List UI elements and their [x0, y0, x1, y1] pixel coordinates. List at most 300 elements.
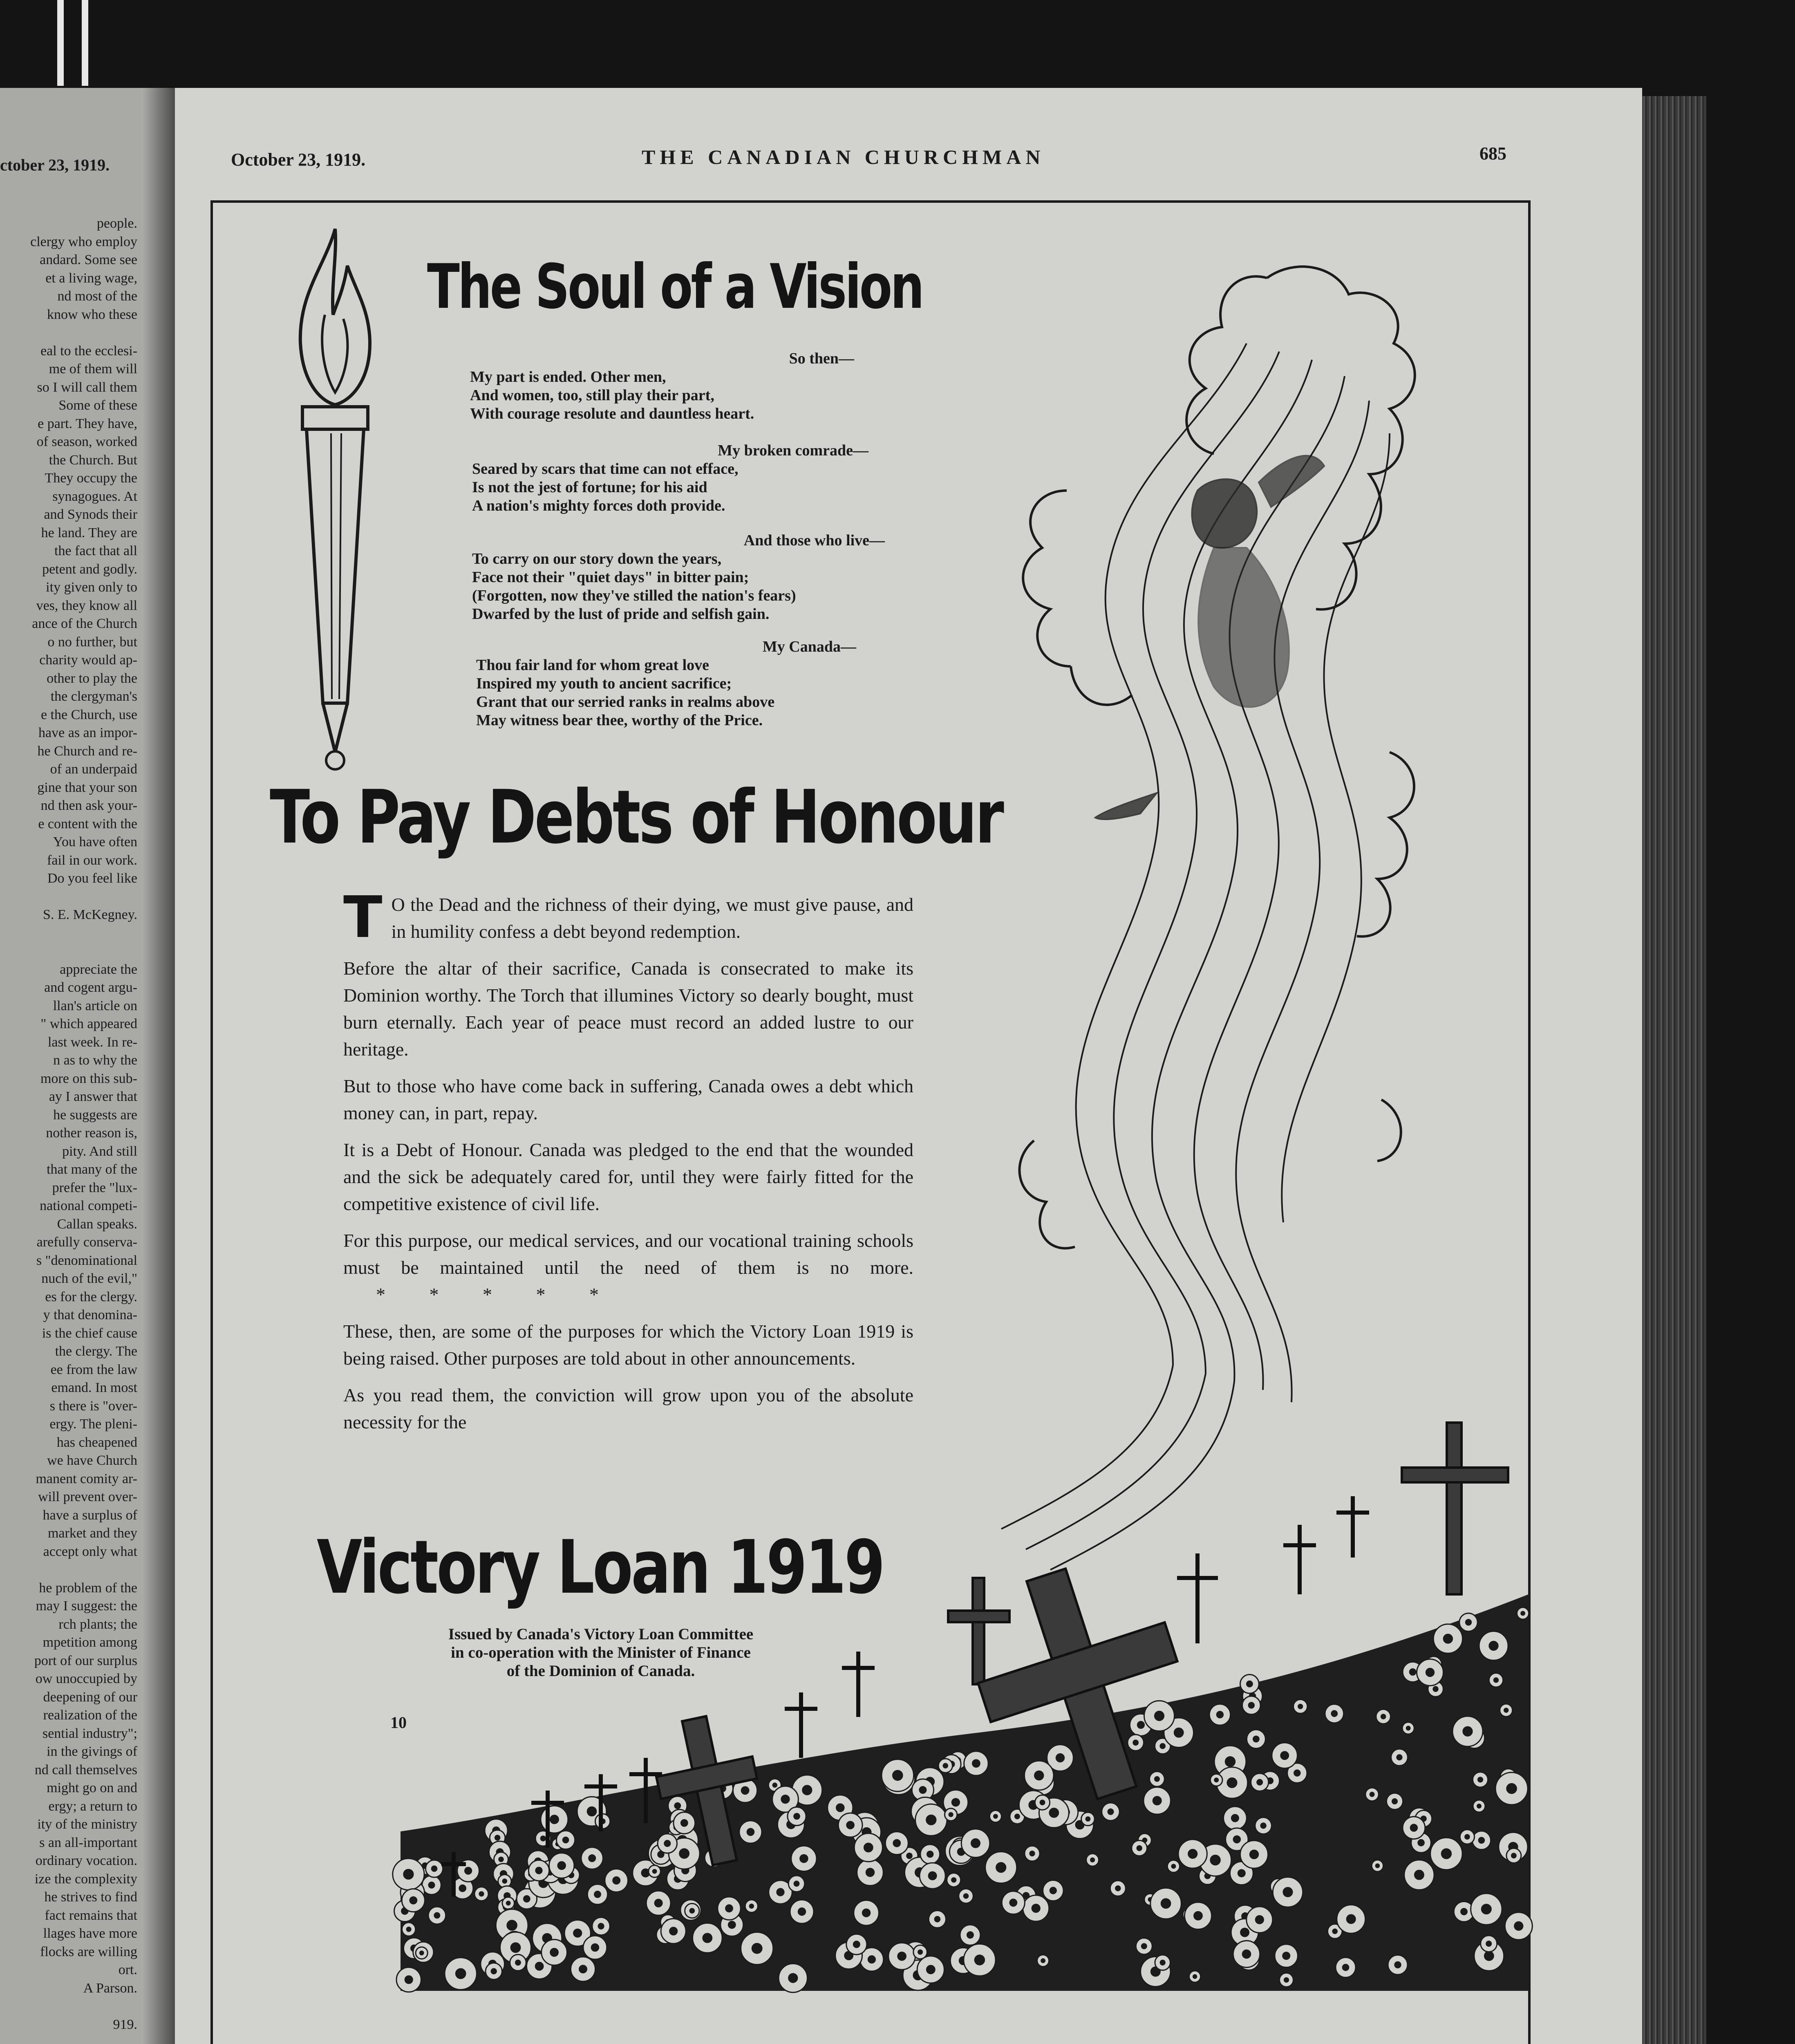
poppy-center	[1050, 1887, 1056, 1894]
poppy-center	[794, 1813, 800, 1819]
left-column-line: es for the clergy.	[45, 1289, 137, 1304]
section-asterisks: * * * * *	[376, 1284, 618, 1305]
left-column-line: will prevent over-	[38, 1489, 137, 1504]
poem-line: To carry on our story down the years,	[472, 550, 722, 567]
poppy-center	[1249, 1703, 1254, 1708]
poppy-center	[1030, 1851, 1034, 1856]
poppy-center	[1515, 1922, 1523, 1930]
poppy-center	[837, 1804, 844, 1812]
poppy-center	[495, 1836, 499, 1840]
left-column-line: me of them will	[49, 361, 137, 377]
poppy-center	[655, 1899, 662, 1907]
poem-line: Inspired my youth to ancient sacrifice;	[476, 675, 732, 692]
poppy-center	[550, 1815, 558, 1824]
poppy-center	[1477, 1804, 1481, 1808]
poppy-center	[1466, 1620, 1471, 1625]
poppy-center	[747, 1829, 754, 1836]
poppy-center	[511, 1943, 520, 1952]
poppy-center	[975, 1955, 984, 1965]
poppy-center	[653, 1869, 656, 1873]
poppy-center	[1194, 1912, 1202, 1920]
left-column-line	[0, 888, 137, 906]
poppy-center	[1160, 1744, 1165, 1748]
poppy-center	[1294, 1770, 1300, 1776]
left-column-line: Do you feel like	[47, 871, 137, 886]
poppy-center	[1035, 1771, 1043, 1780]
poppy-center	[800, 1855, 808, 1862]
left-column-line: prefer the "lux-	[52, 1180, 137, 1195]
poppy-center	[1333, 1929, 1337, 1934]
poppy-center	[670, 1927, 677, 1935]
left-column-line: ergy. The pleni-	[49, 1416, 137, 1432]
left-column-line: synagogues. At	[52, 489, 137, 504]
left-column-line: in the givings of	[47, 1744, 137, 1759]
headline-victory-loan: Victory Loan 1919	[317, 1525, 884, 1610]
poem-line: With courage resolute and dauntless heart.	[470, 405, 754, 422]
poppy-center	[1253, 1736, 1259, 1742]
poem-cue: And those who live—	[743, 532, 885, 549]
poppy-center	[1155, 1711, 1164, 1720]
poem-stanza	[472, 442, 868, 515]
poppy-center	[927, 1815, 936, 1824]
poem-line: (Forgotten, now they've stilled the nation's fears)	[472, 587, 796, 604]
left-column-line: of season, worked	[36, 434, 137, 449]
left-column-line	[0, 924, 137, 943]
poppy-center	[410, 1897, 417, 1904]
left-column-line: gine that your son	[37, 780, 137, 795]
left-column-line: and Synods their	[44, 507, 137, 522]
poppy-center	[853, 1941, 859, 1948]
left-column-line: of an underpaid	[50, 762, 137, 777]
left-column-line: nother reason is,	[46, 1125, 137, 1141]
poppy-center	[927, 1966, 935, 1974]
body-paragraph: T O the Dead and the richness of their dying, we must give pause, and in humility confess a debt beyond redemption.	[343, 884, 913, 951]
poem-line: Seared by scars that time can not efface,	[472, 460, 739, 477]
poppy-center	[1161, 1899, 1171, 1908]
poppy-center	[1108, 1809, 1113, 1814]
left-column-line: we have Church	[47, 1453, 137, 1468]
poppy-center	[1507, 1784, 1517, 1793]
poppy-center	[574, 1929, 582, 1937]
poppy-center	[1256, 1916, 1263, 1923]
poppy-center	[1172, 1865, 1175, 1868]
left-column-line: clergy who employ	[30, 234, 137, 249]
left-column-line: national competi-	[40, 1198, 137, 1213]
poppy-center	[927, 1851, 933, 1857]
poppy-center	[1040, 1800, 1045, 1805]
left-column-line: andard. Some see	[40, 252, 137, 267]
headline-debts-of-honour: To Pay Debts of Honour	[270, 775, 1003, 860]
poppy-center	[1174, 1728, 1183, 1737]
left-column-line: sential industry";	[42, 1726, 137, 1741]
poppy-center	[952, 1878, 956, 1882]
poppy-center	[580, 1966, 587, 1973]
poem-stanza	[476, 638, 856, 730]
poppy-center	[1392, 1799, 1397, 1804]
poppy-center	[920, 1787, 926, 1793]
left-column-line: and cogent argu-	[44, 980, 137, 995]
poppy-center	[847, 1822, 854, 1829]
poem-line: Is not the jest of fortune; for his aid	[472, 479, 707, 496]
poppy-center	[1484, 1952, 1493, 1961]
left-column-line: y that denomina-	[43, 1307, 137, 1322]
poppy-center	[507, 1921, 517, 1930]
poem-stanza	[472, 531, 885, 623]
poppy-center	[465, 1867, 472, 1874]
ad-number: 10	[390, 1713, 407, 1732]
left-column-line: the fact that all	[54, 543, 137, 558]
left-column-line: ow unoccupied by	[35, 1671, 137, 1686]
left-column-line: know who these	[47, 307, 137, 322]
left-column-line: port of our surplus	[34, 1653, 137, 1668]
poppy-field-crosses-illustration	[401, 1423, 1533, 1995]
poppy-center	[973, 1760, 980, 1767]
poppy-center	[728, 1921, 735, 1928]
poppy-center	[952, 1799, 959, 1806]
left-column-line: that many of the	[47, 1162, 137, 1177]
poppy-center	[1155, 1777, 1159, 1781]
left-column-line	[0, 2034, 137, 2044]
poppy-center	[868, 1956, 875, 1963]
poppy-center	[994, 1815, 998, 1818]
left-column-line: ordinary vocation.	[35, 1853, 137, 1868]
poppy-center	[404, 1869, 413, 1879]
left-column-line: " which appeared	[40, 1016, 137, 1031]
poppy-center	[1242, 1950, 1251, 1958]
left-column-line: realization of the	[43, 1708, 137, 1723]
left-column-line: more on this sub-	[40, 1071, 137, 1086]
poppy-center	[407, 1927, 411, 1931]
issued-by-notice: Issued by Canada's Victory Loan Committee in co-operation with the Minister of Finance of the Dominion of Canada.	[448, 1625, 754, 1680]
poppy-center	[1193, 1975, 1196, 1978]
left-column-line	[0, 1561, 137, 1579]
poppy-center	[1284, 1978, 1288, 1982]
poppy-center	[1298, 1704, 1303, 1708]
left-column-line: nd call themselves	[34, 1762, 137, 1777]
left-column-line: the Church. But	[49, 452, 137, 468]
poppy-center	[591, 1944, 598, 1951]
poppy-center	[1410, 1669, 1416, 1675]
poppy-center	[1250, 1850, 1258, 1858]
poppy-center	[503, 1879, 507, 1883]
poppy-center	[551, 1948, 558, 1956]
body-paragraph: These, then, are some of the purposes for which the Victory Loan 1919 is being raised. Other purposes are told about in other announcements.	[343, 1321, 913, 1369]
left-column-line: market and they	[47, 1526, 137, 1541]
poppy-center	[405, 1976, 412, 1983]
poppy-center	[1347, 1915, 1355, 1923]
poppy-center	[929, 1872, 936, 1880]
poppy-center	[1056, 1754, 1064, 1762]
poppy-center	[587, 1807, 596, 1816]
poppy-center	[777, 1889, 784, 1896]
page-number: 685	[1479, 143, 1506, 164]
left-column-line: may I suggest: the	[36, 1598, 137, 1614]
left-column-line: Callan speaks.	[57, 1216, 137, 1232]
left-column-line: have as an impor-	[38, 725, 137, 740]
poppy-center	[429, 1882, 434, 1888]
poppy-center	[1233, 1836, 1240, 1843]
poppy-center	[690, 1909, 694, 1913]
poppy-center	[1283, 1952, 1290, 1959]
body-paragraph: Before the altar of their sacrifice, Canada is consecrated to make its Dominion worthy. The Torch that illumines Victory so dearly bought, must burn eternally. Each year of peace must record an added lustre to our heritage.	[343, 958, 913, 1060]
drop-cap: T	[343, 884, 383, 951]
poppy-center	[1406, 1726, 1410, 1730]
left-column-line: people.	[96, 216, 137, 231]
left-column-line: o no further, but	[47, 634, 137, 650]
poppy-center	[781, 1795, 789, 1803]
poppy-center	[964, 1894, 968, 1898]
poppy-center	[943, 1764, 947, 1768]
left-column-line: A Parson.	[83, 1980, 137, 1996]
left-column-line: the clergyman's	[50, 689, 137, 704]
poppy-center	[1261, 1823, 1266, 1828]
poppy-center	[675, 1803, 680, 1809]
left-column-line: e part. They have,	[38, 416, 137, 431]
poppy-center	[1441, 1849, 1451, 1858]
left-column-line: fact remains that	[45, 1907, 137, 1923]
poppy-center	[1433, 1687, 1438, 1691]
poppy-center	[680, 1849, 689, 1858]
body-paragraph: It is a Debt of Honour. Canada was pledged to the end that the wounded and the sick be adequately cared for, until they were fairly fitted for the competitive existence of civil life.	[343, 1139, 913, 1214]
poppy-center	[563, 1837, 568, 1843]
left-column-line: You have often	[53, 834, 137, 849]
poppy-center	[1010, 1899, 1017, 1906]
left-column-line: deepening of our	[43, 1689, 137, 1705]
poppy-center	[866, 1869, 874, 1876]
poppy-center	[1381, 1715, 1385, 1719]
poppy-center	[1479, 1838, 1484, 1843]
poppy-center	[1225, 1757, 1235, 1766]
poppy-center	[1227, 1778, 1237, 1787]
poppy-center	[1160, 1960, 1165, 1965]
poppy-center	[1188, 1849, 1197, 1858]
left-column-line: he strives to find	[44, 1889, 137, 1905]
poppy-center	[1217, 1712, 1223, 1718]
left-column-line: llan's article on	[53, 998, 137, 1013]
poppy-center	[1247, 1681, 1253, 1687]
body-paragraph: But to those who have come back in suffering, Canada owes a debt which money can, in part, repay.	[343, 1076, 913, 1123]
poppy-center	[864, 1843, 873, 1852]
poppy-center	[1397, 1755, 1402, 1760]
poppy-center	[1153, 1797, 1161, 1805]
left-column-line: manent comity ar-	[36, 1471, 137, 1486]
left-column-line	[0, 324, 137, 342]
left-column-line: rch plants; the	[58, 1616, 137, 1632]
left-column-line: he suggests are	[53, 1107, 137, 1123]
left-column-line: pity. And still	[62, 1143, 137, 1159]
poppy-center	[703, 1934, 712, 1943]
body-paragraph: For this purpose, our medical services, and our vocational training schools must be maintained until the need of them is no more.* * * * *	[343, 1227, 913, 1308]
poppy-center	[1238, 1870, 1245, 1877]
poppy-center	[536, 1867, 542, 1874]
poem-line: My part is ended. Other men,	[470, 368, 666, 385]
left-column-line: ity of the ministry	[37, 1817, 137, 1832]
poppy-center	[1281, 1752, 1289, 1759]
page-header-date: October 23, 1919.	[231, 150, 366, 170]
poppy-center	[862, 1909, 870, 1916]
left-column-line: ee from the law	[50, 1362, 137, 1377]
poppy-center	[1091, 1858, 1094, 1862]
poppy-center	[491, 1969, 496, 1974]
poem-cue: So then—	[789, 350, 854, 367]
poppy-center	[541, 1836, 545, 1841]
poem-cue: My Canada—	[762, 638, 856, 655]
left-column-line: fail in our work.	[47, 852, 137, 868]
poppy-center	[1215, 1778, 1218, 1782]
left-column-line: s there is "over-	[49, 1398, 137, 1414]
poppy-center	[1512, 1853, 1516, 1858]
poppy-center	[1041, 1959, 1045, 1963]
poppy-center	[1015, 1814, 1020, 1819]
poppy-center	[1211, 1855, 1220, 1865]
poppy-center	[1461, 1909, 1467, 1915]
poppy-center	[1137, 1721, 1144, 1728]
left-column-line: s "denominational	[36, 1253, 137, 1268]
poppy-center	[1418, 1840, 1424, 1846]
poppy-center	[1370, 1793, 1374, 1797]
poppy-center	[794, 1881, 799, 1886]
poppy-center	[893, 1840, 900, 1847]
poppy-center	[420, 1951, 423, 1955]
poppy-center	[595, 1892, 601, 1898]
left-column-line	[0, 942, 137, 961]
left-column-line: ity given only to	[46, 580, 137, 595]
poppy-center	[898, 1952, 906, 1961]
left-column-line: nd most of the	[57, 289, 137, 304]
poem-cue: My broken comrade—	[718, 442, 868, 459]
poppy-center	[798, 1908, 805, 1915]
poppy-center	[1231, 1815, 1238, 1822]
poppy-center	[1463, 1727, 1472, 1736]
poppy-center	[750, 1904, 753, 1908]
poppy-center	[1444, 1634, 1452, 1643]
left-column-line: s an all-important	[39, 1835, 137, 1850]
poppy-center	[918, 1950, 922, 1954]
poppy-center	[434, 1913, 440, 1918]
poppy-center	[935, 1916, 940, 1922]
left-column-line	[0, 1997, 137, 2016]
poppy-center	[1343, 1964, 1349, 1970]
poem-line: A nation's mighty forces doth provide.	[472, 497, 725, 514]
poppy-center	[1494, 1678, 1498, 1682]
poppy-center	[516, 1960, 521, 1965]
left-column-line: appreciate the	[60, 961, 137, 977]
left-column-line: the clergy. The	[55, 1344, 137, 1359]
poppy-center	[681, 1820, 687, 1826]
left-column-line: emand. In most	[51, 1380, 137, 1395]
poppy-center	[1257, 1780, 1262, 1785]
left-column-line: ize the complexity	[34, 1871, 137, 1887]
poppy-center	[949, 1813, 953, 1816]
body-paragraph: As you read them, the conviction will grow upon you of the absolute necessity for the	[343, 1385, 913, 1432]
left-column-line: llages have more	[43, 1926, 137, 1941]
poppy-center	[1086, 1817, 1090, 1821]
poppy-center	[1410, 1824, 1417, 1831]
poppy-center	[1482, 1905, 1491, 1914]
poppy-center	[1486, 1941, 1491, 1946]
left-column-line: ves, they know all	[36, 598, 137, 613]
spirit-cloud-illustration	[1001, 262, 1492, 1611]
poppy-center	[1478, 1777, 1482, 1782]
poppy-center	[1116, 1886, 1120, 1891]
left-column-line: he problem of the	[39, 1580, 137, 1596]
ad-body-text	[343, 884, 913, 1446]
left-column-line: charity would ap-	[39, 652, 137, 668]
poem-line: And women, too, still play their part,	[470, 387, 714, 404]
poppy-center	[752, 1943, 762, 1953]
poppy-center	[1032, 1904, 1040, 1912]
headline-soul-of-a-vision: The Soul of a Vision	[427, 251, 923, 323]
poppy-center	[1133, 1740, 1138, 1745]
poppy-center	[741, 1787, 749, 1794]
poppy-center	[1376, 1864, 1379, 1868]
left-column-line: accept only what	[43, 1544, 137, 1559]
poem-line: May witness bear thee, worthy of the Price.	[476, 712, 763, 729]
left-column-line: he Church and re-	[37, 743, 137, 759]
left-column-line: eal to the ecclesi-	[40, 343, 137, 359]
left-column-line: nuch of the evil,"	[41, 1271, 137, 1286]
left-column-line: is the chief cause	[42, 1325, 137, 1341]
poppy-center	[1465, 1835, 1470, 1839]
poppy-center	[726, 1905, 733, 1912]
poppy-center	[1426, 1668, 1434, 1676]
poppy-center	[613, 1877, 620, 1884]
left-column-line: has cheapened	[56, 1434, 137, 1450]
poem-stanza	[470, 350, 854, 423]
poppy-center	[558, 1862, 565, 1869]
poppy-center	[456, 1969, 466, 1979]
poppy-center	[1283, 1887, 1292, 1896]
left-column-line: last week. In re-	[47, 1034, 137, 1050]
poppy-center	[789, 1974, 797, 1982]
torch-illustration	[286, 221, 384, 785]
poppy-center	[535, 1962, 543, 1970]
poppy-center	[773, 1783, 777, 1787]
left-column-line: S. E. McKegney.	[43, 907, 137, 922]
left-column-line: ay I answer that	[49, 1089, 137, 1104]
left-column-line: ort.	[118, 1962, 137, 1977]
poppy-center	[1521, 1611, 1525, 1615]
poppy-center	[598, 1923, 604, 1929]
page-header-title: THE CANADIAN CHURCHMAN	[642, 146, 1045, 168]
left-column-line: et a living wage,	[45, 270, 137, 286]
poppy-center	[1137, 1846, 1141, 1850]
left-column-line: arefully conserva-	[36, 1235, 137, 1250]
poppy-center	[589, 1855, 595, 1862]
poem-line: Grant that our serried ranks in realms above	[476, 693, 775, 710]
poppy-center	[459, 1885, 466, 1892]
left-column-line: other to play the	[47, 670, 137, 686]
poppy-center	[432, 1866, 437, 1871]
left-column-line: so I will call them	[37, 379, 137, 395]
poppy-center	[1141, 1944, 1146, 1949]
poppy-center	[803, 1786, 812, 1795]
poppy-center	[1395, 1962, 1401, 1968]
poppy-center	[665, 1840, 670, 1846]
poppy-center	[971, 1839, 980, 1847]
left-column-line: 919.	[113, 2017, 137, 2032]
left-column-line: ance of the Church	[32, 616, 137, 631]
left-column-line: e the Church, use	[40, 707, 137, 722]
left-column-line: he land. They are	[41, 525, 137, 540]
left-column-line: e content with the	[38, 816, 137, 831]
poppy-center	[907, 1853, 912, 1858]
film-mark	[82, 0, 88, 86]
poppy-center	[1489, 1641, 1498, 1650]
poppy-center	[1504, 1708, 1508, 1712]
film-mark	[57, 0, 64, 86]
left-column-line: They occupy the	[45, 471, 137, 486]
